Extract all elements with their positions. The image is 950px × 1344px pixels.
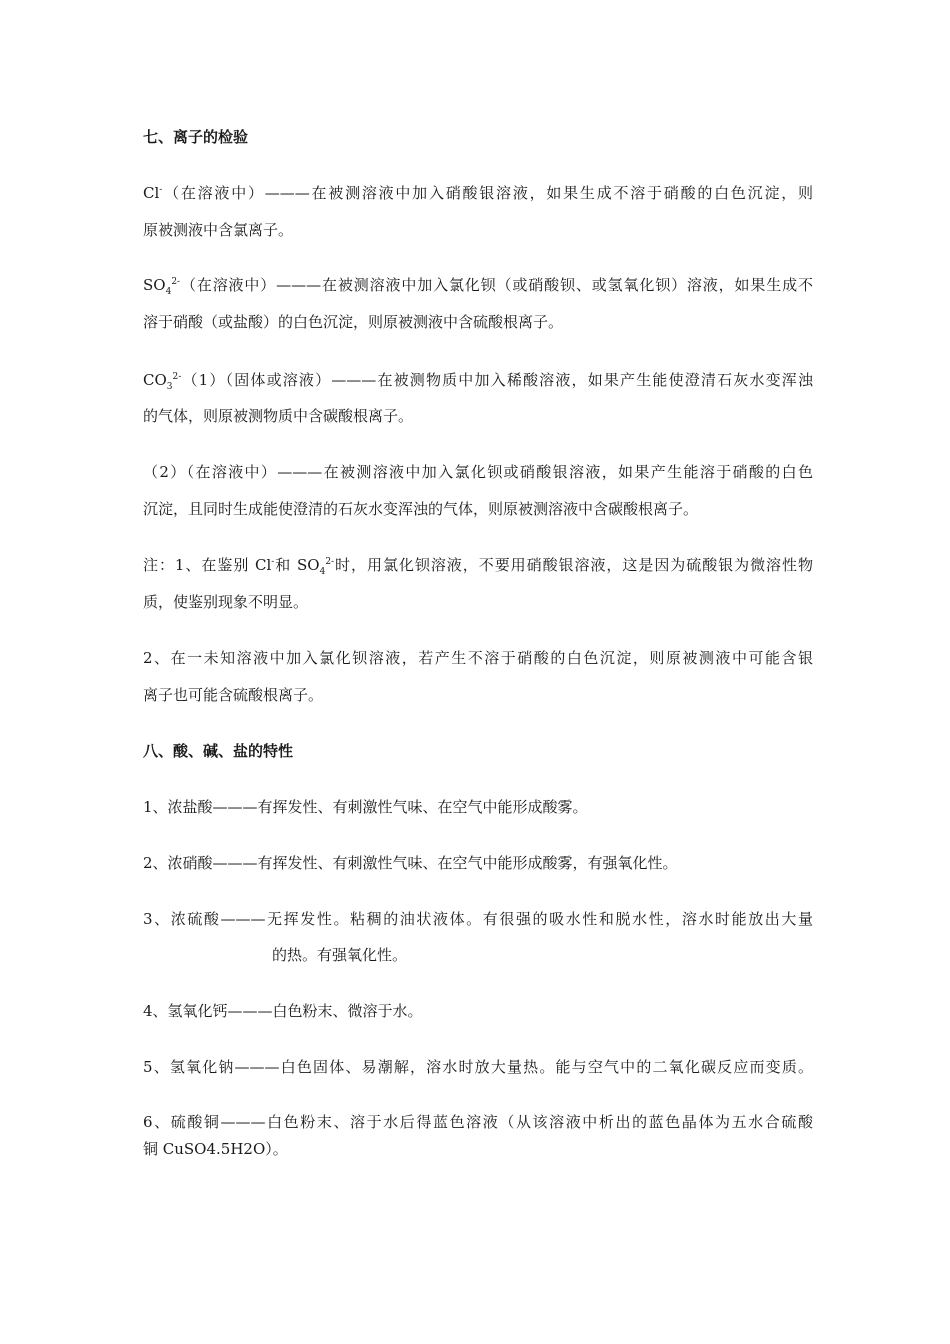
so4-formula: $SO_4^{2-}$ [143, 276, 181, 297]
so4-test-line-1: $SO_4^{2-}$（在溶液中）———在被测溶液中加入氯化钡（或硝酸钡、或氢氧化钡）溶液，如果生成不 [143, 276, 813, 297]
co3-formula: $CO_3^{2-}$ [143, 371, 182, 392]
co3-test-2-line-2: 沉淀，且同时生成能使澄清的石灰水变浑浊的气体，则原被测溶液中含碳酸根离子。 [143, 500, 699, 518]
cl-test-line-1: Cl-（在溶液中）———在被测溶液中加入硝酸银溶液，如果生成不溶于硝酸的白色沉淀，则 [143, 184, 813, 202]
property-item-2: 2、浓硝酸———有挥发性、有刺激性气味、在空气中能形成酸雾，有强氧化性。 [143, 854, 678, 872]
cl-formula: Cl- [143, 184, 163, 202]
property-item-6-line-2: 铜 CuSO4.5H2O）。 [143, 1140, 288, 1158]
property-item-3-line-2: 的热。有强氧化性。 [272, 946, 408, 964]
co3-test-1-line-1: $CO_3^{2-}(1)$（固体或溶液）———在被测物质中加入稀酸溶液，如果产生能使澄清石灰水变浑浊 [143, 371, 813, 392]
property-item-6-line-1: 6、硫酸铜———白色粉末、溶于水后得蓝色溶液（从该溶液中析出的蓝色晶体为五水合硫酸 [143, 1113, 813, 1131]
note-1-line-1: 注：1、在鉴别 Cl-和 $SO_4^{2-}$时，用氯化钡溶液，不要用硝酸银溶液，这是因为硫酸银为微溶性物 [143, 556, 813, 577]
co3-test-1-line-2: 的气体，则原被测物质中含碳酸根离子。 [143, 407, 414, 425]
property-item-3-line-1: 3、浓硫酸———无挥发性。粘稠的油状液体。有很强的吸水性和脱水性，溶水时能放出大量 [143, 910, 813, 928]
property-item-1: 1、浓盐酸———有挥发性、有刺激性气味、在空气中能形成酸雾。 [143, 798, 588, 816]
so4-test-line-2: 溶于硝酸（或盐酸）的白色沉淀，则原被测液中含硫酸根离子。 [143, 313, 564, 331]
co3-test-2-line-1: （2）（在溶液中）———在被测溶液中加入氯化钡或硝酸银溶液，如果产生能溶于硝酸的白色 [143, 463, 813, 481]
property-item-4: 4、氢氧化钙———白色粉末、微溶于水。 [143, 1002, 423, 1020]
section-8-heading: 八、酸、碱、盐的特性 [143, 742, 294, 760]
note-2-line-2: 离子也可能含硫酸根离子。 [143, 686, 324, 704]
cl-test-line-2: 原被测液中含氯离子。 [143, 221, 294, 239]
note-2-line-1: 2、在一未知溶液中加入氯化钡溶液，若产生不溶于硝酸的白色沉淀，则原被测液中可能含银 [143, 649, 813, 667]
note-1-line-2: 质，使鉴别现象不明显。 [143, 593, 309, 611]
property-item-5: 5、氢氧化钠———白色固体、易潮解，溶水时放大量热。能与空气中的二氧化碳反应而变质。 [143, 1058, 813, 1076]
section-7-heading: 七、离子的检验 [143, 128, 249, 146]
